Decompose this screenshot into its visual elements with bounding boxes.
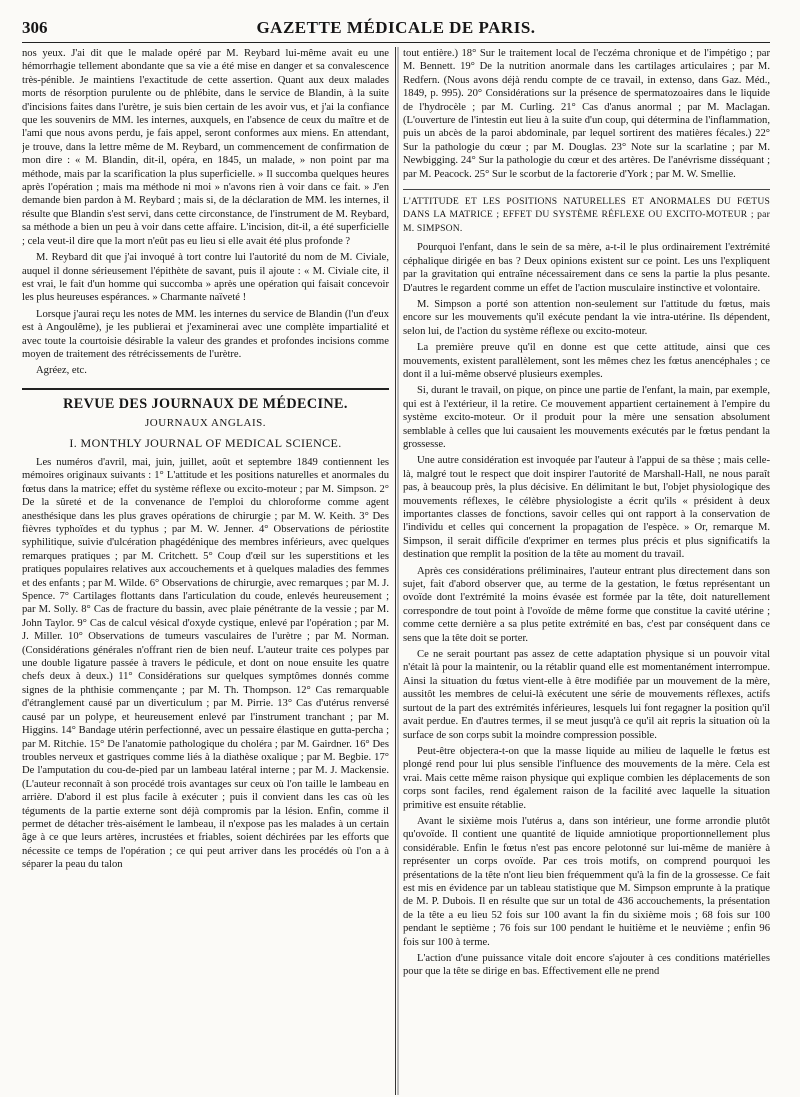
paragraph: Avant le sixième mois l'utérus a, dans son intérieur, une forme arrondie plutôt qu'ovoïde. Il contient une quantité de liquide amniotique proportionnellement plus considérable. Enfin le fœtus n'est pas encore pelotonné sur lui-même de manière à représenter un corps ovoïde. Par ces trois motifs, on comprend pourquoi les présentations de la tête n'ont lieu bien fréquemment qu'à la fin de la grossesse. Ce fait est mis en évidence par un tableau statistique que M. Simpson emprunte à la pratique de M. P. Dubois. Il en résulte que sur un total de 436 accouchements, la présentation de la tête a eu lieu 52 fois sur 100 avant la fin du sixième mois ; 68 fois sur 100 pendant le septième ; 76 fois sur 100 pendant le huitième et le neuvième ; enfin 96 fois sur 100 à terme. xyxy=(403,815,770,948)
paragraph: Après ces considérations préliminaires, l'auteur entrant plus directement dans son sujet, fait d'abord observer que, au terme de la gestation, le fœtus représentant un ovoïde dont l'extrémité la moins évasée est formée par la tête, doit naturellement correspondre de tout point à l'ovoïde de même forme que constitue la cavité utérine ; comme cette dernière a sa plus petite extrémité en bas, c'est par conséquent dans ce sens que la tête doit se porter. xyxy=(403,565,770,644)
section-subtitle: JOURNAUX ANGLAIS. xyxy=(145,417,266,430)
paragraph: nos yeux. J'ai dit que le malade opéré par M. Reybard lui-même avait eu une hémorrhagie tellement abondante que sa vie a été mise en danger et sa convalescence très-pénible. Je maintiens l'exactitude de cette assertion. Quant aux deux malades morts de résorption purulente ou de phlébite, dans le service de Blandin, à la suite d'incisions faites dans l'urètre, je suis bien certain de les avoir vus, et j'ai la confiance que les souvenirs de MM. les internes, auxquels, en l'absence de ceux du maître et de l'ami que nous avons perdu, je fais appel, seront conformes aux miens. En attendant, je trouve, dans la lettre même de M. Reybard, un commencement de confirmation de mon dire : « M. Blandin, dit-il, opéra, en 1845, un malade, » non point par ma méthode, mais par la scarification la plus superficielle. » Il succomba quelques heures après l'opération ; mais ma méthode ni moi » n'avons rien à voir dans ce fait. » J'en demande bien pardon à M. Reybard ; mais si, de la déclaration de MM. les internes, il résulte que Blandin s'est servi, dans cette circonstance, de l'instrument de M. Reybard, sa méthode a bien un peu à voir dans cette affaire. L'incision, dit-il, a été superficielle ; cela veut-il dire que la mort n'eût pas eu lieu si elle avait été plus profonde ? xyxy=(22,48,390,247)
page-header xyxy=(22,16,770,43)
paragraph: Une autre considération est invoquée par l'auteur à l'appui de sa thèse ; mais celle-là, malgré tout le respect que doit inspirer l'autorité de Marshall-Hall, ne nous paraît pas, à beaucoup près, la plus décisive. En délimitant le but, l'objet physiologique des mouvements réflexes, le célèbre physiologiste a écrit qu'ils « président à deux importantes classes de fonctions, savoir celles qui ont rapport à la conservation de l'individu et celles qui concernent la propagation de l'espèce. » Or, remarque M. Simpson, il serait difficile d'exprimer en termes plus précis et plus significatifs la destination que remplit la position de la tête au moment du travail. xyxy=(403,455,770,561)
column-divider xyxy=(395,47,397,1095)
paragraph: Si, durant le travail, on pique, on pince une partie de l'enfant, la main, par exemple, qui est à l'extérieur, il la retire. Ce mouvement appartient certainement à l'empire du système excito-moteur. Or il produit pour la mère une sensation absolument semblable à celles que lui causaient les mouvements exécutés par le fœtus pendant la grossesse. xyxy=(403,385,770,450)
paragraph: M. Reybard dit que j'ai invoqué à tort contre lui l'autorité du nom de M. Civiale, auquel il donne sérieusement l'épithète de savant, puis il ajoute : « M. Civiale cite, il est vrai, le fait d'un homme qui succomba » après une opération qui faisait concevoir les plus heureuses espérances. » Charmante naïveté ! xyxy=(22,252,390,304)
paragraph: Pourquoi l'enfant, dans le sein de sa mère, a-t-il le plus ordinairement l'extrémité céphalique dirigée en bas ? Deux opinions existent sur ce point. Les uns l'expliquent par la gravitation qui entraîne nécessairement dans ce sens la partie la plus pesante. D'autres le regardent comme un effet de l'action musculaire instinctive et volontaire. xyxy=(403,242,770,294)
paragraph: Ce ne serait pourtant pas assez de cette adaptation physique si un pouvoir vital n'était là pour la maintenir, ou la rétablir quand elle est momentanément interrompue. Ainsi la situation du fœtus vient-elle à être modifiée par un mouvement de la mère, aussitôt les membres de celui-là exécutent une série de mouvements réflexes, actifs surtout de la part des extrémités inférieures, lesquels lui font regagner la position qu'il avait perdue. En d'autres termes, il se meut jusqu'à ce qu'il ait repris la situation où la surface de son corps subit la moindre compression possible. xyxy=(403,649,770,741)
left-column xyxy=(22,47,389,1095)
paragraph: L'action d'une puissance vitale doit encore s'ajouter à ces conditions matérielles pour que la tête se dirige en bas. Effectivement elle ne prend xyxy=(403,953,770,978)
text-columns xyxy=(22,47,770,1095)
page-number: 306 xyxy=(22,18,48,37)
right-column xyxy=(403,47,770,1095)
article-heading: L'ATTITUDE ET LES POSITIONS NATURELLES ET ANORMALES DU FŒTUS DANS LA MATRICE ; EFFET DU SYSTÈME RÉFLEXE OU EXCITO-MOTEUR ; par M. SIMPSON. xyxy=(403,189,770,235)
signature: Agréez, etc. xyxy=(36,365,87,377)
paragraph: Les numéros d'avril, mai, juin, juillet, août et septembre 1849 contiennent les mémoires originaux suivants : 1° L'attitude et les positions naturelles et anormales du fœtus dans la matrice; effet du système réflexe ou excito-moteur ; par M. Simpson. 2° De la sûreté et de la convenance de l'emploi du chloroforme comme agent anesthésique dans les plus graves opérations de chirurgie ; par M. W. Keith. 3° Des fièvres typhoïdes et du typhus ; par M. W. Jenner. 4° Observations de périostite syphilitique, suivie d'ulcération phagédénique des membres inférieurs, avec quelques remarques pratiques ; par M. Critchett. 5° Coup d'œil sur les superstitions et les pratiques populaires relatives aux accouchements et à quelques maladies des femmes et des enfants ; par M. Wilde. 6° Observations de chirurgie, avec remarques ; par M. J. Spence. 7° Cartilages flottants dans l'articulation du coude, enlevés heureusement ; par M. Solly. 8° Cas de fracture du bassin, avec plaie pénétrante de la vessie ; par M. John Taylor. 9° Cas de calcul vésical d'oxyde cystique, enlevé par l'opération ; par M. J. Miller. 10° Observations de tumeurs vasculaires de l'urètre ; par M. Norman. (Considérations générales n'offrant rien de bien neuf. L'auteur traite ces polypes par une double ligature passée à travers le pédicule, et dont on noue ensuite les quatre chefs deux à deux.) 11° Considérations sur quelques symptômes donnés comme signes de la phthisie commençante ; par M. Th. Thompson. 12° Cas remarquable d'étranglement causé par un diverticulum ; par M. Pirrie. 13° Cas d'utérus renversé causé par un polype, et heureusement enlevé par l'instrument tranchant ; par M. Higgins. 14° Bandage utérin perfectionné, avec un pessaire élastique en gutta-percha ; par M. Ritchie. 15° De l'anatomie pathologique du choléra ; par M. Gairdner. 16° Des troubles nerveux et gastriques comme liés à la diathèse oxalique ; par M. Begbie. 17° De l'amputation du cou-de-pied par un lambeau latéral interne ; par M. J. Mackensie. (L'auteur reconnaît à son procédé trois avantages sur ceux où l'on taille le lambeau en arrière. D'abord il est plus facile à exécuter ; puis il convient dans les cas où les téguments de la partie externe sont déjà compromis par la lésion. Enfin, comme il permet de détacher très-aisément le lambeau, il n'expose pas les malades à un certain âge à ce que leurs artères, incrustées et friables, soient déchirées par les efforts que nécessite ce temps de l'opération ; ce qui peut arriver dans les procédés où l'on a à séparer la peau du talon xyxy=(22,456,390,871)
paragraph: Peut-être objectera-t-on que la masse liquide au milieu de laquelle le fœtus est plongé rend pour lui plus sensible l'influence des mouvements de la mère. Cela est vrai. Mais cette même raison physique qui explique combien les déplacements de son corps sont faciles, rend également raison de la facilité avec laquelle la situation primitive est ensuite rétablie. xyxy=(403,745,770,811)
paragraph: Lorsque j'aurai reçu les notes de MM. les internes du service de Blandin (l'un d'eux est à Angoulême), je les publierai et j'examinerai avec une complète impartialité et avec toute la courtoisie désirable la valeur des grandes et profondes incisions comme moyen de traitement des rétrécissements de l'urètre. xyxy=(22,308,390,360)
paragraph: tout entière.) 18° Sur le traitement local de l'eczéma chronique et de l'impétigo ; par M. Bennett. 19° De la nutrition anormale dans les cartilages articulaires ; par M. Redfern. (Nous avons déjà rendu compte de ce travail, in extenso, dans Gaz. Méd., 1849, p. 995). 20° Considérations sur la présence de spermatozoaires dans le liquide de l'hydrocèle ; par M. Curling. 21° Cas d'anus anormal ; par M. Maclagan. (L'ouverture de l'intestin eut lieu à la suite d'un coup, qui détermina de l'inflammation, puis un abcès de la paroi abdominale, par lequel sortirent des matières fécales.) 22° Sur la pathologie du cœur ; par M. Douglas. 23° Note sur la scarlatine ; par M. Newbigging. 24° Sur la pathologie du cœur et des artères. De l'anévrisme disséquant ; par M. Peacock. 25° Sur le scorbut de la factorerie d'York ; par M. W. Smellie. xyxy=(403,48,770,180)
paragraph: La première preuve qu'il en donne est que cette attitude, ainsi que ces mouvements, existent parallèlement, sont les mêmes chez les fœtus anencéphales ; ce dont il a lui-même observé plusieurs exemples. xyxy=(403,342,770,380)
section-title: REVUE DES JOURNAUX DE MÉDECINE. xyxy=(22,388,389,411)
paragraph: M. Simpson a porté son attention non-seulement sur l'attitude du fœtus, mais encore sur les mouvements qu'il exécute pendant la vie intra-utérine. Ils dépendent, selon lui, de l'action du système réflexe ou excito-moteur. xyxy=(403,298,770,337)
journal-title: GAZETTE MÉDICALE DE PARIS. xyxy=(256,18,536,37)
journal-heading: I. MONTHLY JOURNAL OF MEDICAL SCIENCE. xyxy=(69,435,342,450)
